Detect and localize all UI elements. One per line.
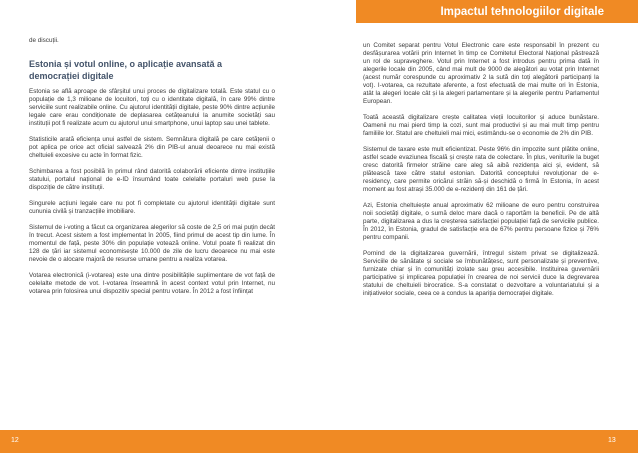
section-title: Estonia și votul online, o aplicație avansată a democrației digitale: [29, 59, 223, 81]
page-number-right: 13: [608, 437, 616, 444]
left-paragraph: Statisticile arată eficiența unui astfel de sistem. Semnătura digitală pe care cetățenii o pot aplica pe orice act oficial salvează 2% din PIB-ul anual deoarece nu mai există cheltuieli excesive cu acte în format fizic.: [29, 136, 275, 160]
left-paragraph: Schimbarea a fost posibilă în primul rând datorită colaborării eficiente dintre instituțiile statului, portalul național de e-ID însumând toate celelalte portaluri web puse la dispoziție de către instituții.: [29, 168, 275, 192]
right-paragraph: Sistemul de taxare este mult eficientizat. Peste 96% din impozite sunt plătite online, astfel scade evaziunea fiscală și crește rata de colectare. În plus, veniturile la buget cresc datorită firmelor străine care aleg să aibă rezidența aici și, evident, să plătească taxe către statul estonian. Datorită conceptului revoluționar de e-residency, care permite oricărui străin să-și deschidă o firmă în Estonia, în acest moment au fost atrași 35.000 de e-rezidenți din 161 de țări.: [363, 146, 599, 194]
right-paragraph: Azi, Estonia cheltuiește anual aproximativ 62 milioane de euro pentru construirea noii societăți digitale, o sumă deloc mare dacă o raportăm la beneficii. Pe de altă parte, digitalizarea a dus la creșterea satisfacției populației față de serviciile publice. În 2012, în Estonia, gradul de satisfacție era de 67% pentru persoane fizice și 76% pentru companii.: [363, 202, 599, 242]
left-column: [29, 37, 275, 304]
left-paragraph: Sistemul de i-voting a făcut ca organizarea alegerilor să coste de 2,5 ori mai puțin decât în trecut. Acest sistem a fost implementat în 2005, fiind primul de acest tip din lume. În momentul de față, peste 30% din populație votează online. Votul poate fi realizat din 128 de țări iar sistemul economisește 10.000 de zile de lucru deoarece nu mai este nevoie de o alocare majoră de resurse umane pentru a realiza votarea.: [29, 223, 275, 264]
left-intro: de discuții.: [29, 37, 59, 44]
left-paragraph: Votarea electronică (i-votarea) este una dintre posibilitățile suplimentare de vot față de celelalte metode de vot. I-votarea înseamnă în acest context votul prin Internet, nu votarea prin folosirea unui dispozitiv special pentru votare. În 2012 a fost înființat: [29, 271, 275, 295]
left-paragraph: Singurele acțiuni legale care nu pot fi completate cu ajutorul identității digitale sunt cununia civilă și tranzacțiile imobiliare.: [29, 199, 275, 215]
header-title: Impactul tehnologiilor digitale: [440, 5, 604, 18]
header-title-bar: [356, 0, 638, 23]
footer-bar: [0, 430, 638, 453]
right-column: [363, 42, 599, 306]
right-paragraph: Pornind de la digitalizarea guvernării, întregul sistem privat se digitalizează. Serviciile de sănătate și sociale se îmbunătățesc, sunt personalizate și preventive, furnizate chiar și în comunități izolate sau greu accesibile. Instituirea guvernării participative și implicarea populației în crearea de noi servicii duce la degrevarea statului de cheltuieli birocratice. S-a constatat o dezvoltare a voluntariatului și a inițiativelor sociale, ceea ce a condus la apariția democrației digitale.: [363, 250, 599, 298]
page-number-left: 12: [11, 437, 19, 444]
right-paragraph: Toată această digitalizare crește calitatea vieții locuitorilor și aduce bunăstare. Oamenii nu mai pierd timp la cozi, sunt mai productivi și au mai mult timp pentru familiile lor. Statul are cheltuieli mai mici, estimându-se o economie de 2% din PIB.: [363, 114, 599, 138]
left-paragraph: Estonia se află aproape de sfârșitul unui proces de digitalizare totală. Este statul cu o populație de 1,3 milioane de locuitori, toți cu o identitate digitală, în care 99% dintre serviciile sunt realizabile online. Cu ajutorul identității digitale, peste 90% dintre acțiunile legale care erau condiționate de deplasarea cetățeanului la anumite societăți sau instituții pot fi realizate acum cu ajutorul unui smartphone, unui laptop sau unei tablete.: [29, 88, 275, 128]
right-paragraph: un Comitet separat pentru Votul Electronic care este responsabil în prezent cu desfășurarea votării prin Internet în timp ce Comitetul Electoral Național păstrează un rol de supraveghere. Votul prin Internet a fost introdus pentru prima dată în alegerile locale din 2005, când mai mult de 9000 de alegători au votat prin Internet (acest număr corespunde cu aproximativ 2 la sută din toți alegătorii participanți la vot). I-votarea, ca rezultate aferente, a fost efectuată de mai multe ori în Estonia, atât la alegeri locale cât și la alegeri parlamentare și la alegerile pentru Parlamentul European.: [363, 42, 599, 106]
